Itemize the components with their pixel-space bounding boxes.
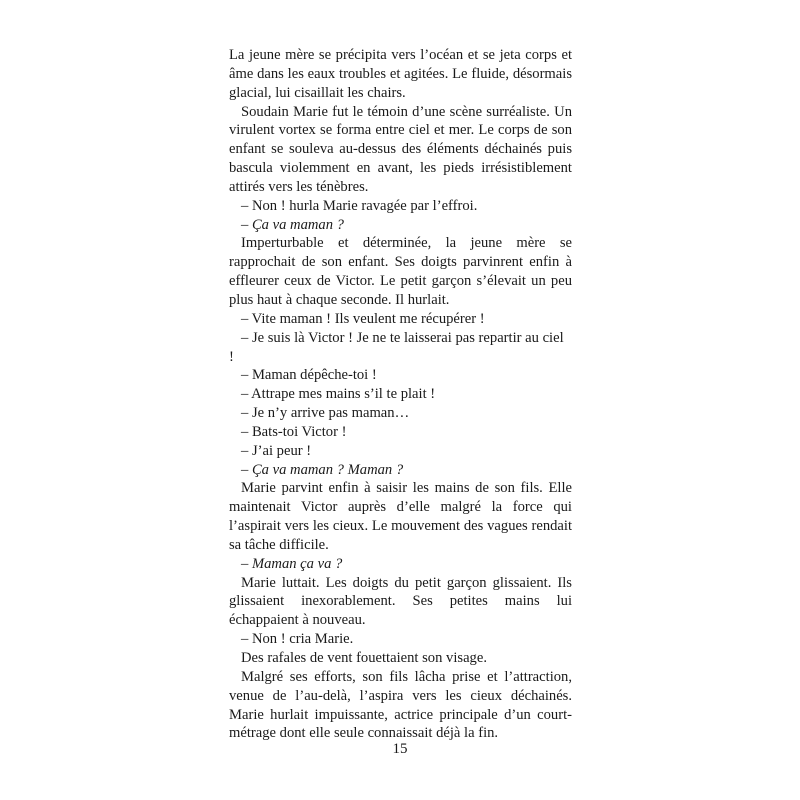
dialogue-line: – Bats-toi Victor ! xyxy=(241,423,347,440)
paragraph: Marie luttait. Les doigts du petit garçon glissaient. Ils glissaient inexorablement. Ses petites mains lui échappaient à nouveau. xyxy=(229,574,572,629)
page-body-text xyxy=(229,46,572,743)
dialogue-line: – Je suis là Victor ! Je ne te laisserai pas repartir au ciel ! xyxy=(229,329,564,365)
dialogue-line xyxy=(229,555,572,574)
dialogue-line: – Je n’y arrive pas maman… xyxy=(241,405,410,422)
paragraph: La jeune mère se précipita vers l’océan et se jeta corps et âme dans les eaux troubles et agitées. Le fluide, désormais glacial, lui cisaillait les chairs. xyxy=(229,47,572,101)
dialogue-line xyxy=(229,461,572,480)
paragraph: Malgré ses efforts, son fils lâcha prise et l’attraction, venue de l’au-delà, l’aspira vers les cieux déchainés. Marie hurlait impuissante, actrice principale d’un court-métrage dont elle seule connaissait déjà la fin. xyxy=(229,668,572,742)
paragraph: Des rafales de vent fouettaient son visage. xyxy=(241,650,487,666)
italic-dialogue: – Ça va maman ? xyxy=(241,216,344,233)
dialogue-line: – Maman dépêche-toi ! xyxy=(241,367,377,384)
dialogue-line: – Attrape mes mains s’il te plait ! xyxy=(241,386,436,403)
paragraph: Soudain Marie fut le témoin d’une scène surréaliste. Un virulent vortex se forma entre ciel et mer. Le corps de son enfant se souleva au-dessus des éléments déchainés puis bascula violemment en avant, les pieds irrésistiblement attirés vers les ténèbres. xyxy=(229,103,572,195)
paragraph: Marie parvint enfin à saisir les mains de son fils. Elle maintenait Victor auprès d’elle malgré la force qui l’aspirait vers les cieux. Le mouvement des vagues rendait sa tâche difficile. xyxy=(229,480,572,553)
dialogue-line: – Non ! hurla Marie ravagée par l’effroi. xyxy=(241,197,478,214)
page-number: 15 xyxy=(392,741,408,757)
paragraph: Imperturbable et déterminée, la jeune mère se rapprochait de son enfant. Ses doigts parvinrent enfin à effleurer ceux de Victor. Le petit garçon s’élevait un peu plus haut à chaque seconde. Il hurlait. xyxy=(229,235,572,308)
italic-dialogue: – Maman ça va ? xyxy=(241,555,343,572)
dialogue-line: – Vite maman ! Ils veulent me récupérer ! xyxy=(241,310,485,327)
dialogue-line xyxy=(229,216,572,235)
dialogue-line: – Non ! cria Marie. xyxy=(241,631,354,648)
italic-dialogue: – Ça va maman ? Maman ? xyxy=(241,461,404,478)
dialogue-line: – J’ai peur ! xyxy=(241,442,312,459)
